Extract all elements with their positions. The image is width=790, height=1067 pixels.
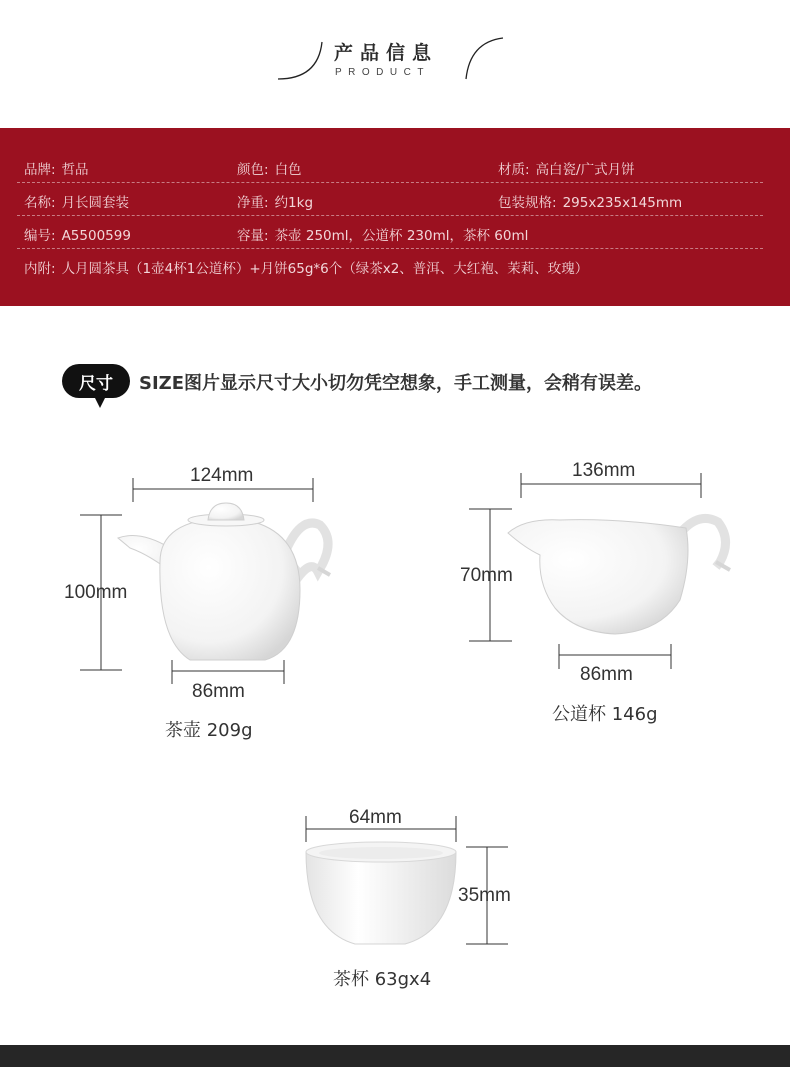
pitcher-width-label: 136mm — [572, 460, 636, 481]
teapot-width-label: 124mm — [190, 465, 254, 486]
info-package-size: 包装规格: 295x235x145mm — [498, 195, 683, 211]
size-badge-label: 尺寸 — [79, 374, 113, 394]
cup-image — [306, 842, 456, 944]
teapot-base-label: 86mm — [192, 681, 245, 702]
teapot-height-label: 100mm — [64, 582, 128, 603]
cup-width-label: 64mm — [349, 807, 402, 828]
cup-height-label: 35mm — [458, 885, 511, 906]
section-title: 产品信息 — [334, 42, 439, 64]
section-subtitle: PRODUCT — [335, 67, 430, 78]
info-contents: 内附: 人月圆茶具（1壶4杯1公道杯）+月饼65g*6个（绿茶x2、普洱、大红袍、茉莉、玫瑰） — [24, 261, 589, 277]
size-notice-text: SIZE图片显示尺寸大小切勿凭空想象，手工测量，会稍有误差。 — [139, 373, 653, 394]
info-code: 编号: A5500599 — [24, 228, 131, 244]
teapot-image — [118, 503, 330, 660]
pitcher-image — [508, 518, 730, 634]
info-weight: 净重: 约1kg — [237, 195, 314, 211]
info-color: 颜色: 白色 — [237, 162, 302, 178]
info-name: 名称: 月长圆套装 — [24, 195, 130, 211]
pitcher-base-label: 86mm — [580, 664, 633, 685]
teapot-caption: 茶壶 209g — [165, 720, 253, 741]
info-material: 材质: 高白瓷/广式月饼 — [498, 162, 635, 178]
pitcher-caption: 公道杯 146g — [552, 704, 658, 725]
cup-caption: 茶杯 63gx4 — [333, 969, 432, 990]
pitcher-height-label: 70mm — [460, 565, 513, 586]
footer-bar — [0, 1045, 790, 1067]
info-capacity: 容量: 茶壶 250ml，公道杯 230ml，茶杯 60ml — [237, 228, 529, 244]
info-brand: 品牌: 哲品 — [24, 162, 89, 178]
